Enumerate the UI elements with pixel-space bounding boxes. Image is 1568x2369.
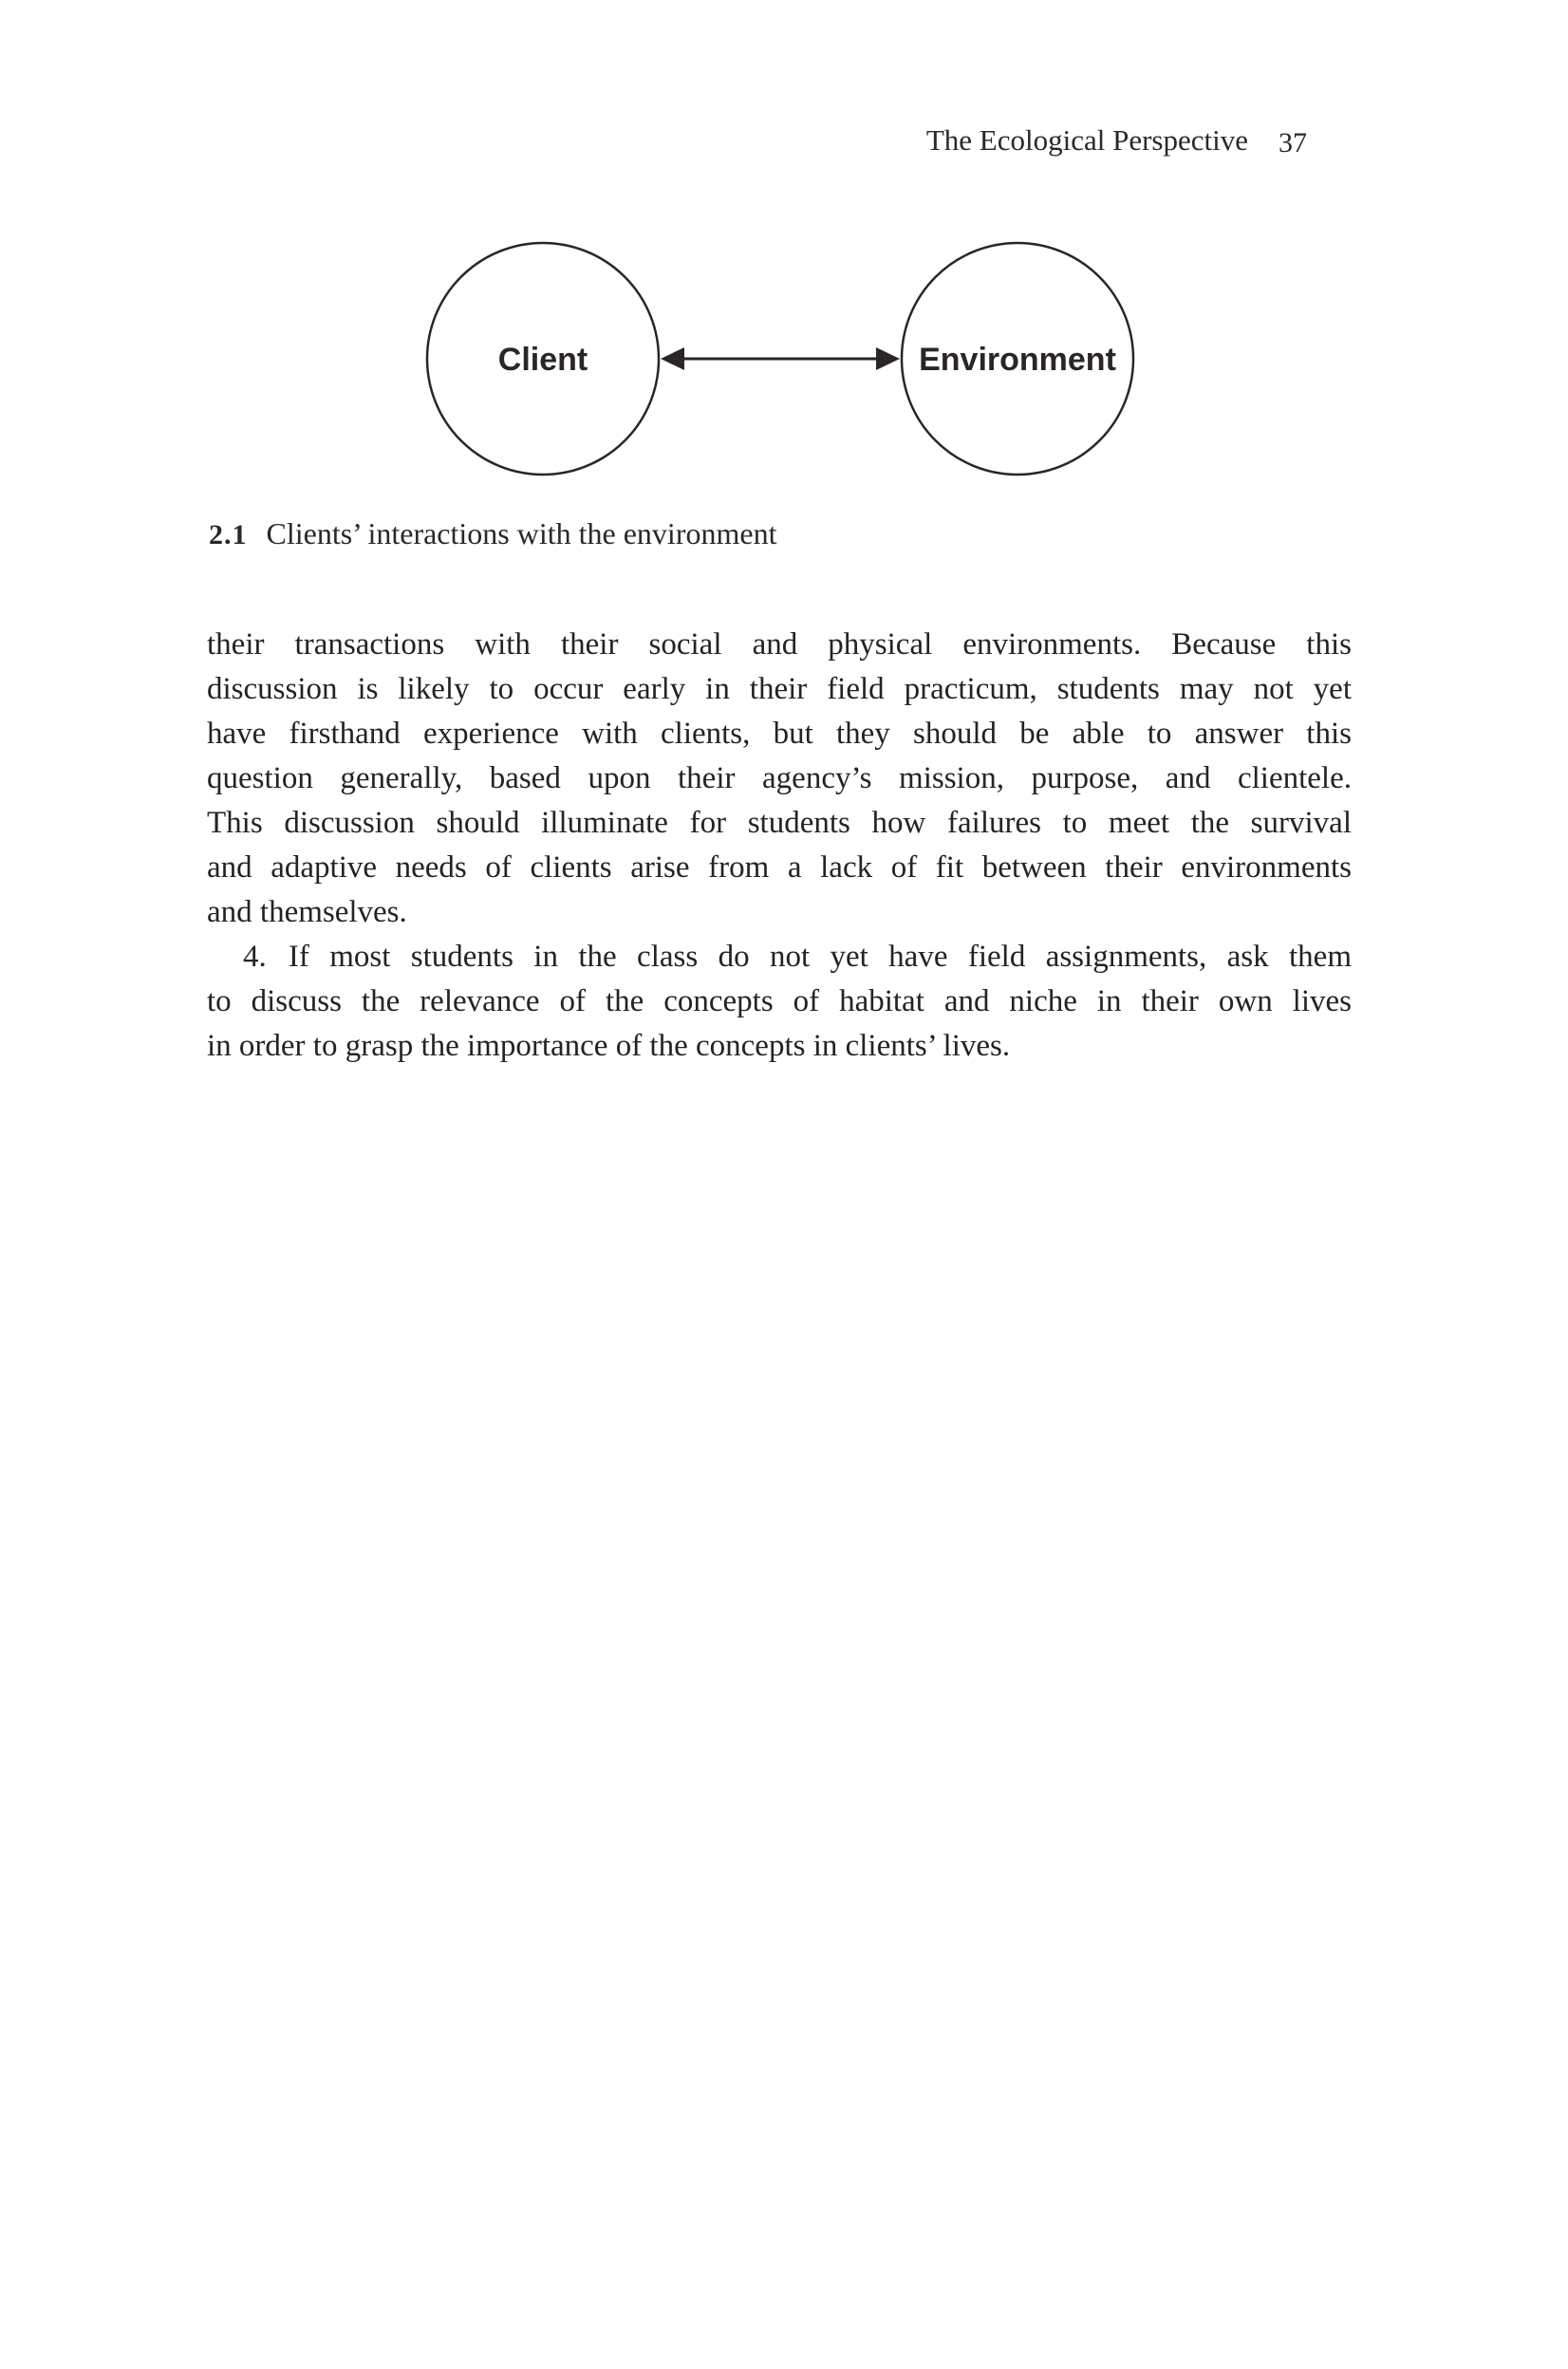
body-line: to discuss the relevance of the concepts of habitat and niche in their own lives xyxy=(207,984,1352,1018)
body-line: 4. If most students in the class do not yet have field assignments, ask them xyxy=(243,940,1352,974)
body-line: This discussion should illuminate for students how failures to meet the survival xyxy=(207,806,1352,840)
running-head-title: The Ecological Perspective xyxy=(925,123,1248,157)
body-line: their transactions with their social and physical environments. Because this xyxy=(207,627,1352,662)
body-line: discussion is likely to occur early in their field practicum, students may not yet xyxy=(207,672,1352,706)
arrowhead-right-icon xyxy=(876,347,900,370)
caption-text: Clients’ interactions with the environment xyxy=(266,516,777,550)
figure-caption xyxy=(209,516,776,551)
figure-diagram xyxy=(0,0,1568,532)
body-line: have firsthand experience with clients, but they should be able to answer this xyxy=(207,717,1352,751)
body-line: and themselves. xyxy=(207,895,407,929)
body-line: and adaptive needs of clients arise from a lack of fit between their environments xyxy=(207,850,1352,885)
body-line: in order to grasp the importance of the concepts in clients’ lives. xyxy=(207,1029,1011,1063)
client-label: Client xyxy=(497,342,588,378)
environment-label: Environment xyxy=(919,342,1116,378)
page-number: 37 xyxy=(1279,127,1307,159)
body-text xyxy=(207,623,1352,1069)
arrowhead-left-icon xyxy=(661,347,684,370)
body-line: question generally, based upon their agency’s mission, purpose, and clientele. xyxy=(207,761,1352,795)
caption-number: 2.1 xyxy=(209,519,248,550)
